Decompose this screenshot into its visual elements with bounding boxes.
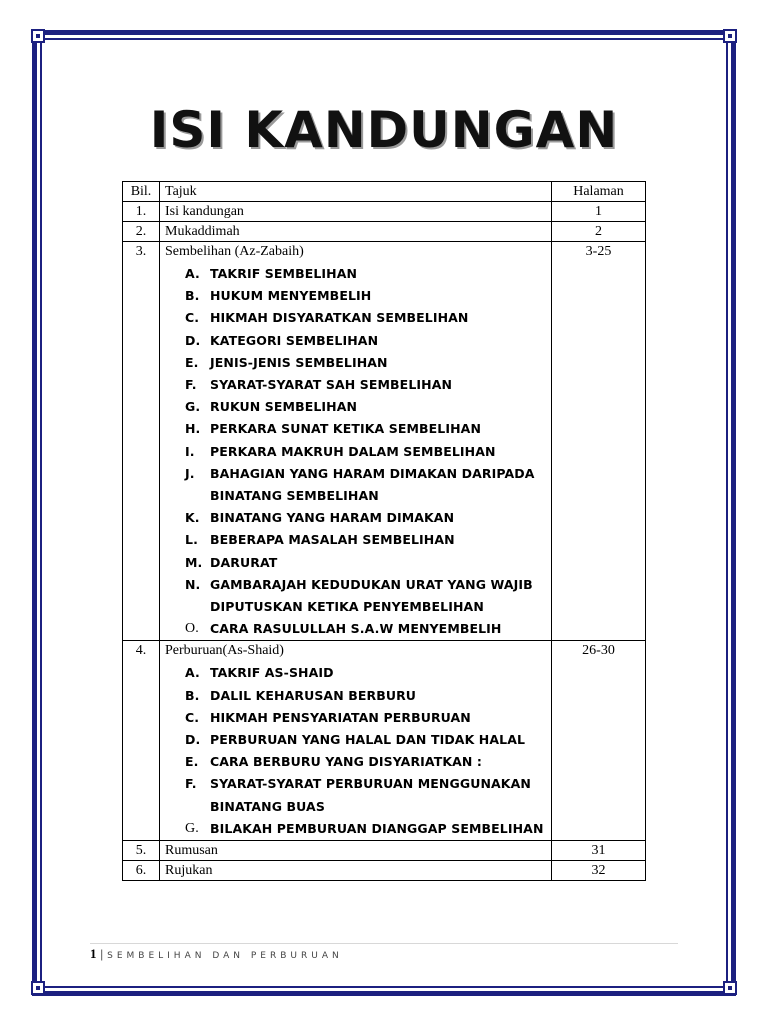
row-title-cell (160, 222, 552, 242)
row-title-cell (160, 841, 552, 861)
subtopic-item (185, 418, 546, 440)
subtopic-marker: F. (185, 776, 197, 792)
row-title: Mukaddimah (165, 224, 240, 239)
subtopic-text: TAKRIF SEMBELIHAN (210, 266, 358, 281)
subtopic-text: RUKUN SEMBELIHAN (210, 399, 358, 415)
subtopic-marker: A. (185, 266, 200, 281)
corner-ornament-icon (723, 29, 737, 43)
subtopic-item (185, 529, 546, 551)
page-number: 1 (90, 946, 97, 961)
row-title: Sembelihan (Az-Zabaih) (165, 244, 304, 259)
header-row (123, 182, 646, 202)
corner-ornament-icon (723, 981, 737, 995)
row-number: 2. (123, 222, 160, 242)
row-title-cell (160, 202, 552, 222)
table-row (123, 861, 646, 881)
page-title: ISI KANDUNGAN (149, 101, 619, 159)
subtopic-item (185, 352, 546, 374)
table-row (123, 641, 646, 841)
subtopic-marker: C. (185, 709, 200, 725)
row-title-cell (160, 242, 552, 641)
row-number: 6. (123, 861, 160, 881)
subtopic-text: HUKUM MENYEMBELIH (210, 288, 372, 304)
subtopic-item (185, 374, 546, 396)
row-number: 5. (123, 841, 160, 861)
subtopic-item (185, 773, 546, 817)
subtopic-text: CARA BERBURU YANG DISYARIATKAN : (210, 754, 483, 770)
row-page: 2 (552, 222, 646, 242)
row-number: 1. (123, 202, 160, 222)
table-row (123, 202, 646, 222)
subtopic-marker: L. (185, 532, 198, 548)
subtopic-marker: B. (185, 288, 200, 304)
subtopic-text: SYARAT-SYARAT PERBURUAN MENGGUNAKAN BINATANG BUAS (210, 776, 531, 814)
subtopic-item (185, 707, 546, 729)
subtopic-marker: M. (185, 554, 203, 570)
row-page: 3-25 (552, 242, 646, 641)
subtopic-marker: B. (185, 687, 200, 703)
subtopic-item (185, 574, 546, 618)
subtopic-text: GAMBARAJAH KEDUDUKAN URAT YANG WAJIB DIPUTUSKAN KETIKA PENYEMBELIHAN (210, 576, 533, 615)
subtopic-item (185, 751, 546, 773)
subtopic-item (185, 307, 546, 329)
subtopic-text: BILAKAH PEMBURUAN DIANGGAP SEMBELIHAN (210, 820, 544, 836)
corner-ornament-icon (31, 29, 45, 43)
row-page: 1 (552, 202, 646, 222)
subtopic-text: HIKMAH PENSYARIATAN PERBURUAN (210, 709, 471, 725)
subtopic-text: PERBURUAN YANG HALAL DAN TIDAK HALAL (210, 732, 526, 748)
corner-ornament-icon (31, 981, 45, 995)
table-row (123, 841, 646, 861)
subtopic-marker: N. (185, 576, 201, 592)
subtopic-marker: G. (185, 820, 199, 836)
subtopic-text: HIKMAH DISYARATKAN SEMBELIHAN (210, 310, 469, 326)
subtopic-text: CARA RASULULLAH S.A.W MENYEMBELIH (210, 621, 502, 637)
row-title: Isi kandungan (165, 204, 244, 219)
header-halaman: Halaman (552, 182, 646, 202)
subtopic-marker: K. (185, 510, 200, 526)
subtopic-text: DARURAT (210, 554, 278, 570)
subtopic-text: PERKARA MAKRUH DALAM SEMBELIHAN (210, 443, 496, 459)
subtopic-text: SYARAT-SYARAT SAH SEMBELIHAN (210, 377, 453, 393)
subtopic-marker: H. (185, 421, 201, 437)
row-page: 31 (552, 841, 646, 861)
subtopic-marker: E. (185, 354, 199, 370)
row-number: 4. (123, 641, 160, 841)
header-tajuk: Tajuk (160, 182, 552, 202)
row-title: Perburuan(As-Shaid) (165, 643, 284, 659)
contents-table (122, 181, 646, 881)
subtopic-text: KATEGORI SEMBELIHAN (210, 332, 379, 348)
subtopic-item (185, 263, 546, 285)
subtopic-marker: C. (185, 310, 200, 326)
row-page: 32 (552, 861, 646, 881)
subtopic-item (185, 818, 546, 840)
subtopic-item (185, 552, 546, 574)
subtopic-item (185, 330, 546, 352)
subtopic-text: PERKARA SUNAT KETIKA SEMBELIHAN (210, 421, 482, 437)
subtopic-item (185, 396, 546, 418)
subtopic-item (185, 285, 546, 307)
footer-rule (90, 943, 678, 944)
subtopic-marker: D. (185, 332, 201, 348)
subtopic-text: TAKRIF AS-SHAID (210, 665, 334, 681)
subtopic-item (185, 662, 546, 684)
subtopic-text: DALIL KEHARUSAN BERBURU (210, 687, 417, 703)
subtopic-text: JENIS-JENIS SEMBELIHAN (210, 354, 388, 370)
subtopic-item (185, 685, 546, 707)
subtopic-marker: F. (185, 377, 197, 393)
subtopic-marker: E. (185, 754, 199, 770)
subtopic-marker: I. (185, 443, 195, 459)
subtopic-text: BEBERAPA MASALAH SEMBELIHAN (210, 532, 455, 548)
page-footer (90, 946, 343, 962)
subtopic-marker: J. (185, 465, 195, 481)
subtopic-item (185, 463, 546, 507)
header-bil: Bil. (123, 182, 160, 202)
row-number: 3. (123, 242, 160, 641)
subtopic-text: BINATANG YANG HARAM DIMAKAN (210, 510, 455, 526)
row-title: Rujukan (165, 863, 213, 879)
subtopic-item (185, 441, 546, 463)
table-row (123, 222, 646, 242)
table-row (123, 242, 646, 641)
row-title-cell (160, 641, 552, 841)
subtopic-marker: O. (185, 621, 199, 637)
subtopic-text: BAHAGIAN YANG HARAM DIMAKAN DARIPADA BINATANG SEMBELIHAN (210, 465, 535, 504)
subtopic-marker: G. (185, 399, 201, 415)
subtopic-list (165, 263, 546, 640)
subtopic-marker: D. (185, 732, 201, 748)
subtopic-item (185, 729, 546, 751)
subtopic-item (185, 507, 546, 529)
row-title: Rumusan (165, 843, 218, 859)
subtopic-list (165, 662, 546, 840)
running-title: SEMBELIHAN DAN PERBURUAN (107, 951, 343, 961)
row-title-cell (160, 861, 552, 881)
row-page: 26-30 (552, 641, 646, 841)
footer-separator: | (100, 946, 104, 961)
subtopic-item (185, 618, 546, 640)
subtopic-marker: A. (185, 665, 200, 681)
contents-body (123, 202, 646, 881)
